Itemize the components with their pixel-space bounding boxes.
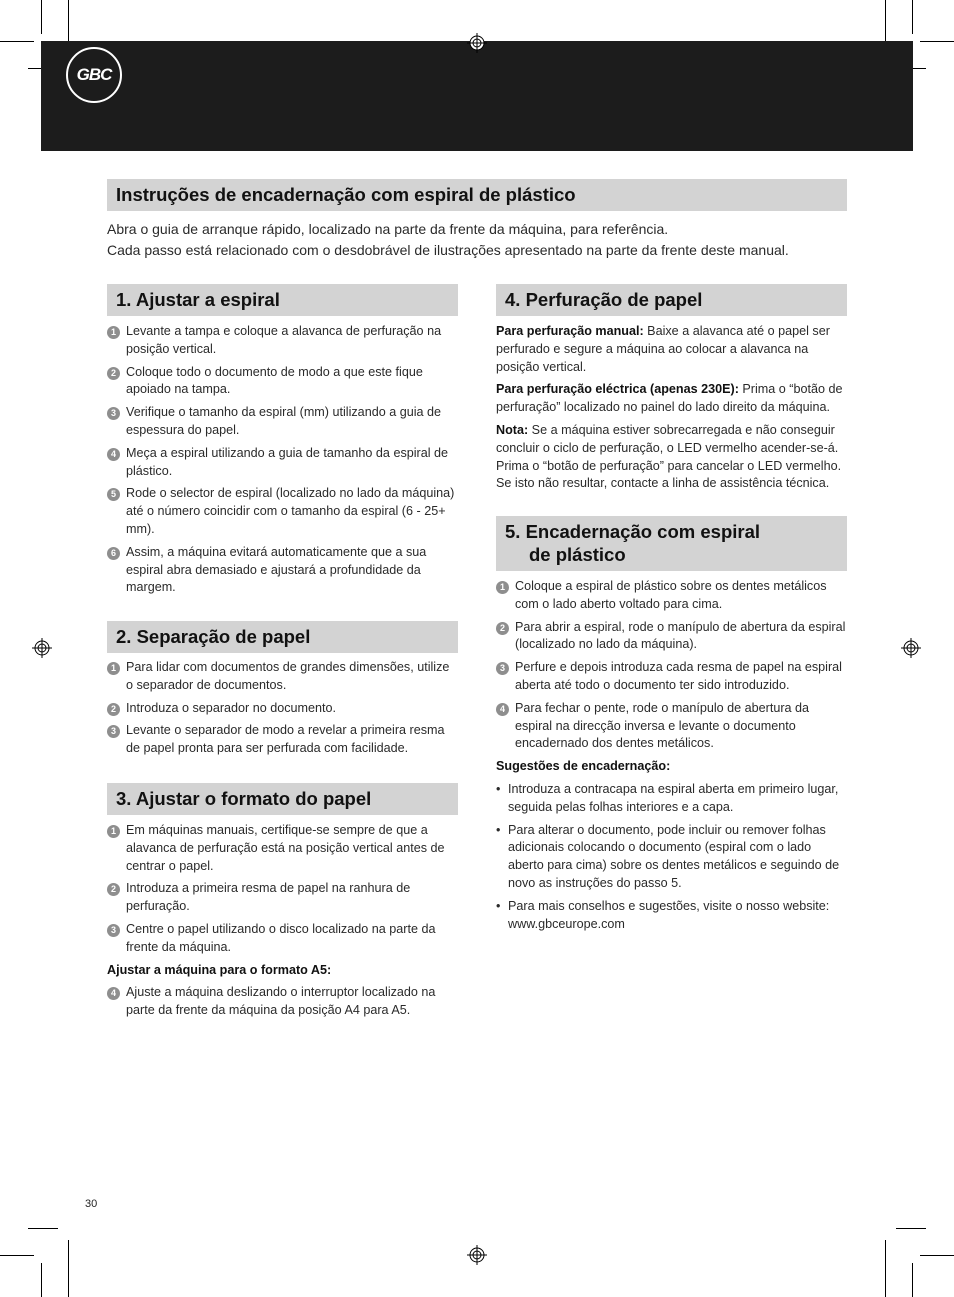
- list-item: 4 Para fechar o pente, rode o manípulo de abertura da espiral na direcção inversa e levante o documento encadernado dos dentes metálicos.: [496, 700, 848, 753]
- step-number-icon: 3: [496, 662, 509, 675]
- list-item: 3 Perfure e depois introduza cada resma de papel na espiral aberta até todo o documento ter sido introduzido.: [496, 659, 848, 695]
- step-number-icon: 6: [107, 547, 120, 560]
- crop-mark: [28, 1228, 58, 1229]
- note-paragraph: Nota: Se a máquina estiver sobrecarregada e não conseguir concluir o ciclo de perfuração, o LED vermelho acender-se-á. Prima o “botão de perfuração” para cancelar o LED vermelho. Se isto não resultar, contacte a linha de assistência técnica.: [496, 422, 842, 491]
- list-item: 2 Coloque todo o documento de modo a que este fique apoiado na tampa.: [107, 364, 459, 400]
- registration-mark-icon: [32, 638, 52, 658]
- section-3-list: [107, 822, 452, 1025]
- header-band: [41, 41, 913, 151]
- main-title: Instruções de encadernação com espiral de plástico: [107, 179, 847, 211]
- step-number-icon: 3: [107, 924, 120, 937]
- crop-mark: [912, 1263, 913, 1297]
- tips-heading: Sugestões de encadernação:: [496, 759, 671, 774]
- step-number-icon: 3: [107, 725, 120, 738]
- tip-item: • Introduza a contracapa na espiral aberta em primeiro lugar, seguida pelas folhas interiores e a capa.: [496, 781, 848, 817]
- list-item: 1 Levante a tampa e coloque a alavanca de perfuração na posição vertical.: [107, 323, 459, 359]
- intro-text: [107, 219, 852, 261]
- list-item: 1 Em máquinas manuais, certifique-se sempre de que a alavanca de perfuração está na posição vertical antes de centrar o papel.: [107, 822, 452, 875]
- crop-mark: [0, 1255, 34, 1256]
- gbc-logo: GBC: [66, 47, 122, 103]
- step-number-icon: 4: [107, 448, 120, 461]
- registration-mark-icon: [901, 638, 921, 658]
- registration-mark-icon: [467, 1245, 487, 1265]
- list-item: 2 Para abrir a espiral, rode o manípulo de abertura da espiral (localizado no lado da máquina).: [496, 619, 848, 655]
- section-4-title: 4. Perfuração de papel: [496, 284, 847, 316]
- step-number-icon: 2: [107, 703, 120, 716]
- intro-line-2: Cada passo está relacionado com o desdobrável de ilustrações apresentado na parte da frente deste manual.: [107, 242, 789, 258]
- step-number-icon: 1: [107, 825, 120, 838]
- step-number-icon: 1: [107, 326, 120, 339]
- crop-mark: [912, 0, 913, 34]
- list-item: 3 Centre o papel utilizando o disco localizado na parte da frente da máquina.: [107, 921, 452, 957]
- registration-mark-icon: [467, 33, 487, 53]
- step-number-icon: 2: [107, 883, 120, 896]
- section-1-title: 1. Ajustar a espiral: [107, 284, 458, 316]
- crop-mark: [68, 1240, 69, 1297]
- manual-punching-paragraph: Para perfuração manual: Baixe a alavanca até o papel ser perfurado e segure a máquina ao colocar a alavanca na posição vertical.: [496, 324, 830, 374]
- step-number-icon: 3: [107, 407, 120, 420]
- list-item: 3 Levante o separador de modo a revelar a primeira resma de papel pronta para ser perfurada com facilidade.: [107, 722, 459, 758]
- crop-mark: [920, 1255, 954, 1256]
- section-1-list: [107, 323, 459, 602]
- list-item: 4 Meça a espiral utilizando a guia de tamanho da espiral de plástico.: [107, 445, 459, 481]
- list-item: 2 Introduza o separador no documento.: [107, 700, 459, 718]
- step-number-icon: 5: [107, 488, 120, 501]
- list-item: 5 Rode o selector de espiral (localizado no lado da máquina) até o número coincidir com o tamanho da espiral (6 - 25+ mm).: [107, 485, 459, 538]
- list-item: 1 Para lidar com documentos de grandes dimensões, utilize o separador de documentos.: [107, 659, 459, 695]
- crop-mark: [885, 1240, 886, 1297]
- electric-punching-paragraph: Para perfuração eléctrica (apenas 230E): Prima o “botão de perfuração” localizado no painel do lado direito da máquina.: [496, 382, 843, 415]
- step-number-icon: 2: [107, 367, 120, 380]
- section-2-title: 2. Separação de papel: [107, 621, 458, 653]
- crop-mark: [0, 41, 34, 42]
- step-number-icon: 4: [107, 987, 120, 1000]
- section-5-title: 5. Encadernação com espiral de plástico: [496, 516, 847, 571]
- crop-mark: [41, 0, 42, 34]
- section-5-list: [496, 578, 848, 938]
- list-item: 4 Ajuste a máquina deslizando o interruptor localizado na parte da frente da máquina da posição A4 para A5.: [107, 984, 452, 1020]
- crop-mark: [41, 1263, 42, 1297]
- list-item: 3 Verifique o tamanho da espiral (mm) utilizando a guia de espessura do papel.: [107, 404, 459, 440]
- step-number-icon: 2: [496, 622, 509, 635]
- list-item: 1 Coloque a espiral de plástico sobre os dentes metálicos com o lado aberto voltado para cima.: [496, 578, 848, 614]
- crop-mark: [896, 1228, 926, 1229]
- intro-line-1: Abra o guia de arranque rápido, localizado na parte da frente da máquina, para referência.: [107, 221, 669, 237]
- section-2-list: [107, 659, 459, 763]
- section-3-title: 3. Ajustar o formato do papel: [107, 783, 458, 815]
- list-item: 6 Assim, a máquina evitará automaticamente que a sua espiral abra demasiado e ajustará a profundidade da margem.: [107, 544, 459, 597]
- step-number-icon: 1: [496, 581, 509, 594]
- tip-item: • Para mais conselhos e sugestões, visite o nosso website: www.gbceurope.com: [496, 898, 848, 934]
- step-number-icon: 4: [496, 703, 509, 716]
- crop-mark: [920, 41, 954, 42]
- section-3-subheading: Ajustar a máquina para o formato A5:: [107, 962, 332, 977]
- page-number: 30: [85, 1198, 98, 1210]
- list-item: 2 Introduza a primeira resma de papel na ranhura de perfuração.: [107, 880, 452, 916]
- section-4-body: [496, 323, 850, 498]
- step-number-icon: 1: [107, 662, 120, 675]
- tip-item: • Para alterar o documento, pode incluir ou remover folhas adicionais colocando o documento (espiral com o lado aberto para cima) sobre os dentes metálicos e seguindo de novo as instruções do passo 5.: [496, 822, 848, 893]
